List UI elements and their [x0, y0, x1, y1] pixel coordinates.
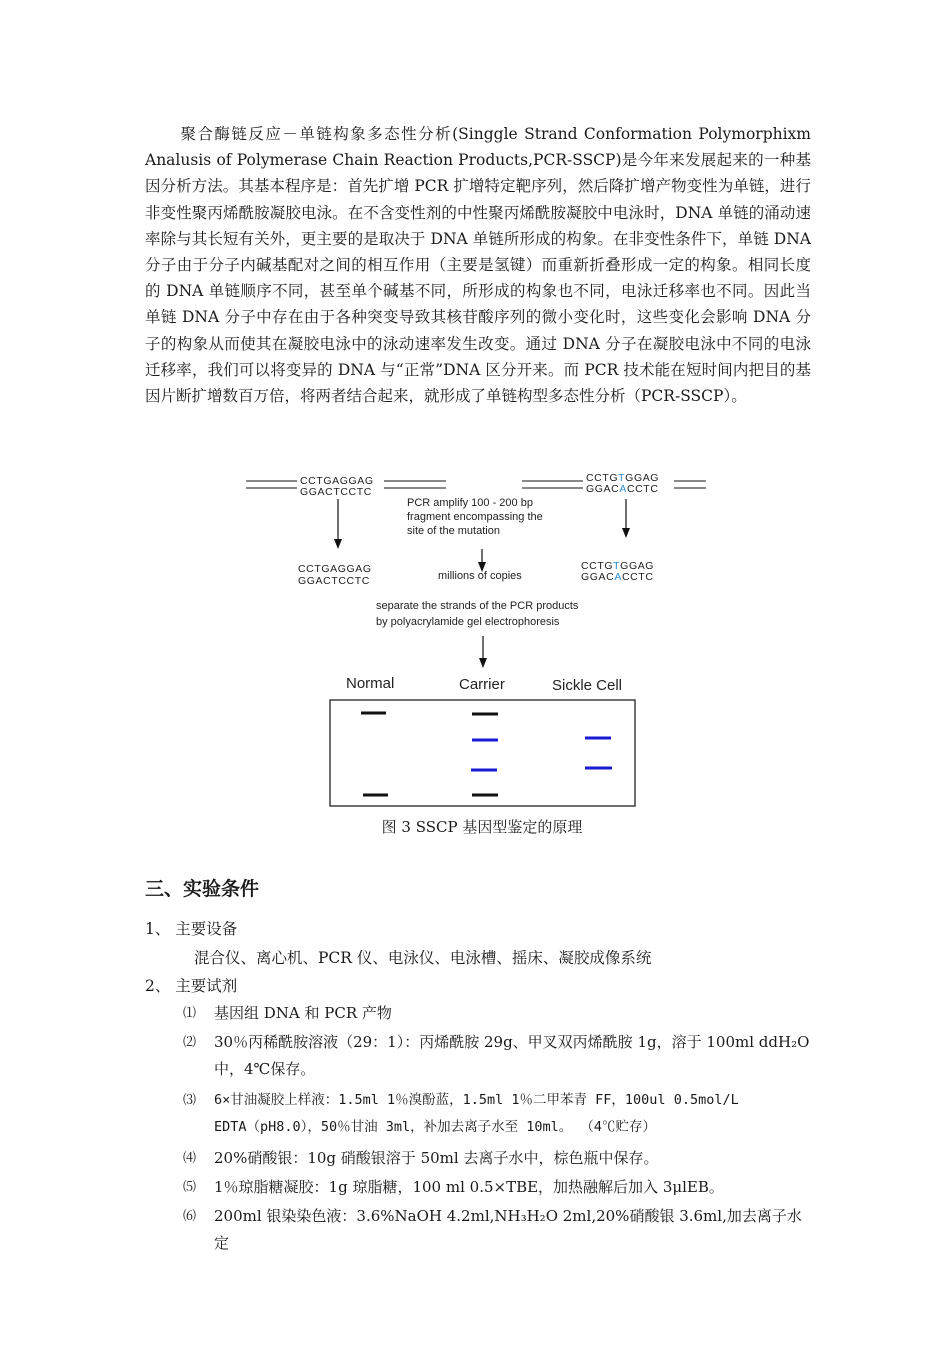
reagent-item — [183, 1174, 813, 1201]
down-arrow-icon — [479, 636, 487, 668]
separate-note-line-2: by polyacrylamide gel electrophoresis — [376, 616, 560, 628]
gel-box — [330, 700, 635, 806]
reagent-item — [183, 1029, 813, 1083]
mutant-top-seq: CCTGTGGAG — [586, 472, 660, 484]
reagent-item — [183, 1145, 813, 1172]
equipment-list: 混合仪、离心机、PCR 仪、电泳仪、电泳槽、摇床、凝胶成像系统 — [194, 949, 652, 967]
down-arrow-icon — [334, 499, 342, 549]
reagent-item — [183, 1087, 813, 1141]
reagent-marker: ⑵ — [183, 1035, 197, 1050]
mutant-ss-top: CCTGTGGAG — [581, 560, 655, 572]
sscp-figure — [240, 466, 720, 846]
figure-caption: 图 3 SSCP 基因型鉴定的原理 — [381, 818, 583, 836]
reagent-text: 20%硝酸银：10g 硝酸银溶于 50ml 去离子水中，棕色瓶中保存。 — [214, 1149, 659, 1167]
reagent-marker: ⑹ — [183, 1209, 197, 1224]
reagent-marker: ⑸ — [183, 1180, 197, 1195]
reagent-marker: ⑴ — [183, 1006, 197, 1021]
reagent-text: 基因组 DNA 和 PCR 产物 — [214, 1004, 392, 1022]
reagents-heading: 2、 主要试剂 — [145, 977, 238, 995]
normal-top-seq: CCTGAGGAG — [300, 475, 374, 487]
normal-ss-bottom: GGACTCCTC — [298, 575, 370, 587]
pcr-note-line-2: fragment encompassing the — [407, 511, 543, 523]
down-arrow-icon — [478, 549, 486, 572]
lane-label-sickle-cell: Sickle Cell — [552, 677, 623, 694]
millions-of-copies: millions of copies — [438, 570, 522, 582]
reagent-text: 1％琼脂糖凝胶：1g 琼脂糖，100 ml 0.5×TBE，加热融解后加入 3μlEB。 — [214, 1178, 724, 1196]
reagent-marker: ⑷ — [183, 1151, 197, 1166]
normal-bottom-seq: GGACTCCTC — [300, 486, 372, 498]
intro-text: 聚合酶链反应－单链构象多态性分析(Singgle Strand Conformation Polymorphixm Analusis of Polymerase Chain Reaction Products,PCR-SSCP)是今年来发展起来的一种基因分析方法。其基本程序是：首先扩增 PCR 扩增特定靶序列，然后降扩增产物变性为单链，进行非变性聚丙烯酰胺凝胶电泳。在不含变性剂的中性聚丙烯酰胺凝胶中电泳时，DNA 单链的涌动速率除与其长短有关外，更主要的是取决于 DNA 单链所形成的构象。在非变性条件下，单链 DNA 分子由于分子内碱基配对之间的相互作用（主要是氢键）而重新折叠形成一定的构象。相同长度的 DNA 单链顺序不同，甚至单个碱基不同，所形成的构象也不同，电泳迁移率也不同。因此当单链 DNA 分子中存在由于各种突变导致其核苷酸序列的微小变化时，这些变化会影响 DNA 分子的构象从而使其在凝胶电泳中的泳动速率发生改变。通过 DNA 分子在凝胶电泳中不同的电泳迁移率，我们可以将变异的 DNA 与“正常”DNA 区分开来。而 PCR 技术能在短时间内把目的基因片断扩增数百万倍，将两者结合起来，就形成了单链构型多态性分析（PCR-SSCP）。 — [145, 125, 811, 406]
equipment-heading: 1、 主要设备 — [145, 920, 238, 938]
reagent-text: 6×甘油凝胶上样液：1.5ml 1％溴酚蓝，1.5ml 1％二甲苯青 FF，100ul 0.5mol/L — [214, 1092, 739, 1108]
intro-paragraph — [145, 121, 811, 409]
mutant-ss-bottom: GGACACCTC — [581, 571, 654, 583]
lane-label-carrier: Carrier — [459, 676, 505, 693]
sscp-diagram — [240, 466, 720, 811]
down-arrow-icon — [622, 499, 630, 538]
reagent-text: 30％丙稀酰胺溶液（29：1）：丙烯酰胺 29g、甲叉双丙烯酰胺 1g，溶于 100ml ddH₂O — [214, 1033, 810, 1051]
mutant-bottom-seq: GGACACCTC — [586, 483, 659, 495]
lane-label-normal: Normal — [346, 675, 395, 692]
pcr-note-line-3: site of the mutation — [407, 525, 500, 537]
reagent-item — [183, 1203, 813, 1257]
reagent-text: 200ml 银染染色液：3.6%NaOH 4.2ml,NH₃H₂O 2ml,20%硝酸银 3.6ml,加去离子水定 — [214, 1207, 802, 1252]
separate-note-line-1: separate the strands of the PCR products — [376, 600, 579, 612]
normal-ss-top: CCTGAGGAG — [298, 563, 372, 575]
reagent-marker: ⑶ — [183, 1093, 197, 1108]
reagent-text-cont: EDTA（pH8.0），50％甘油 3ml，补加去离子水至 10ml。 （4℃贮存） — [214, 1119, 657, 1135]
reagent-text-cont: 中，4℃保存。 — [214, 1060, 316, 1078]
section-title: 三、实验条件 — [145, 878, 260, 900]
pcr-note-line-1: PCR amplify 100 - 200 bp — [407, 497, 533, 509]
reagent-item — [183, 1000, 813, 1027]
